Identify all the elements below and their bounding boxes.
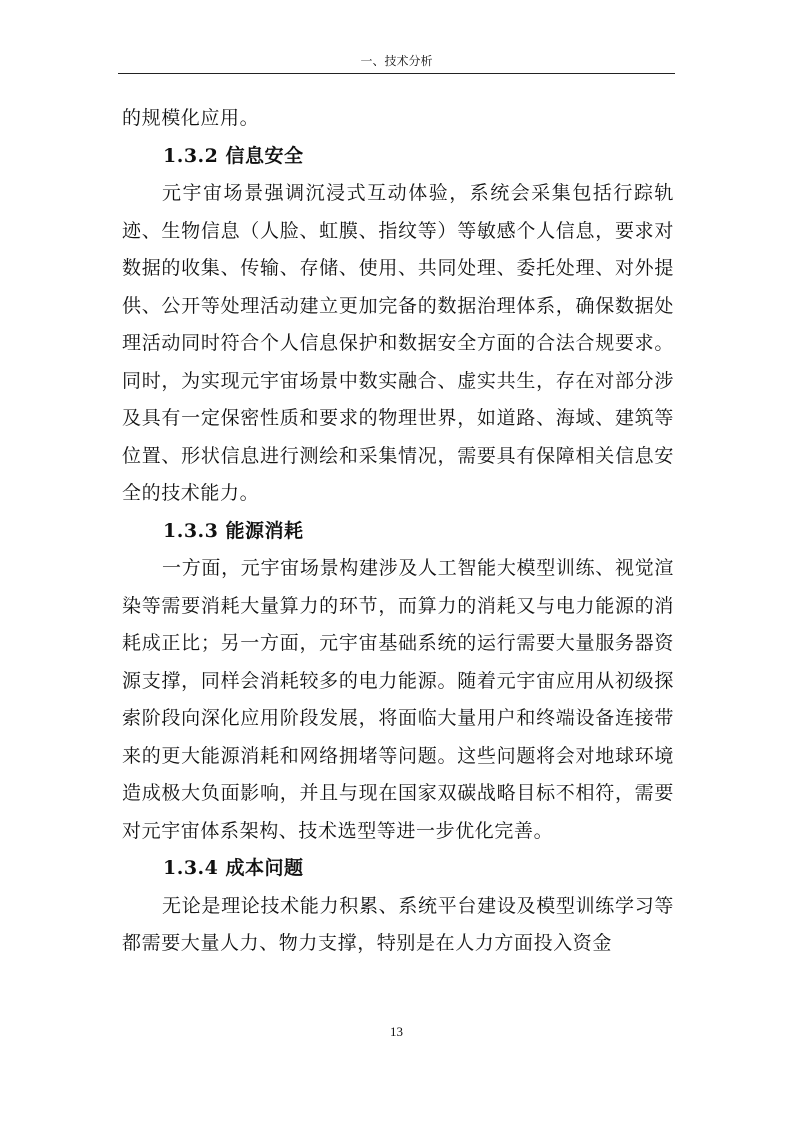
paragraph-cost-issues: 无论是理论技术能力积累、系统平台建设及模型训练学习等都需要大量人力、物力支撑，特别是在人力方面投入资金 <box>122 894 674 954</box>
continued-paragraph: 的规模化应用。 <box>122 107 260 129</box>
paragraph-information-security: 元宇宙场景强调沉浸式互动体验，系统会采集包括行踪轨迹、生物信息（人脸、虹膜、指纹等）等敏感个人信息，要求对数据的收集、传输、存储、使用、共同处理、委托处理、对外提供、公开等处理活动建立更加完备的数据治理体系，确保数据处理活动同时符合个人信息保护和数据安全方面的合法合规要求。同时，为实现元宇宙场景中数实融合、虚实共生，存在对部分涉及具有一定保密性质和要求的物理世界，如道路、海域、建筑等位置、形状信息进行测绘和采集情况，需要具有保障相关信息安全的技术能力。 <box>122 182 674 504</box>
section-heading-1-3-2: 1.3.2 信息安全 <box>163 144 304 167</box>
section-heading-1-3-3: 1.3.3 能源消耗 <box>163 519 304 542</box>
running-header: 一、技术分析 <box>360 54 433 68</box>
page-body <box>122 100 674 963</box>
section-heading-1-3-4: 1.3.4 成本问题 <box>163 857 304 879</box>
header-divider <box>118 73 675 74</box>
page-number: 13 <box>390 1024 403 1039</box>
paragraph-energy-consumption: 一方面，元宇宙场景构建涉及人工智能大模型训练、视觉渲染等需要消耗大量算力的环节，而算力的消耗又与电力能源的消耗成正比；另一方面，元宇宙基础系统的运行需要大量服务器资源支撑，同样会消耗较多的电力能源。随着元宇宙应用从初级探索阶段向深化应用阶段发展，将面临大量用户和终端设备连接带来的更大能源消耗和网络拥堵等问题。这些问题将会对地球环境造成极大负面影响，并且与现在国家双碳战略目标不相符，需要对元宇宙体系架构、技术选型等进一步优化完善。 <box>122 557 674 842</box>
